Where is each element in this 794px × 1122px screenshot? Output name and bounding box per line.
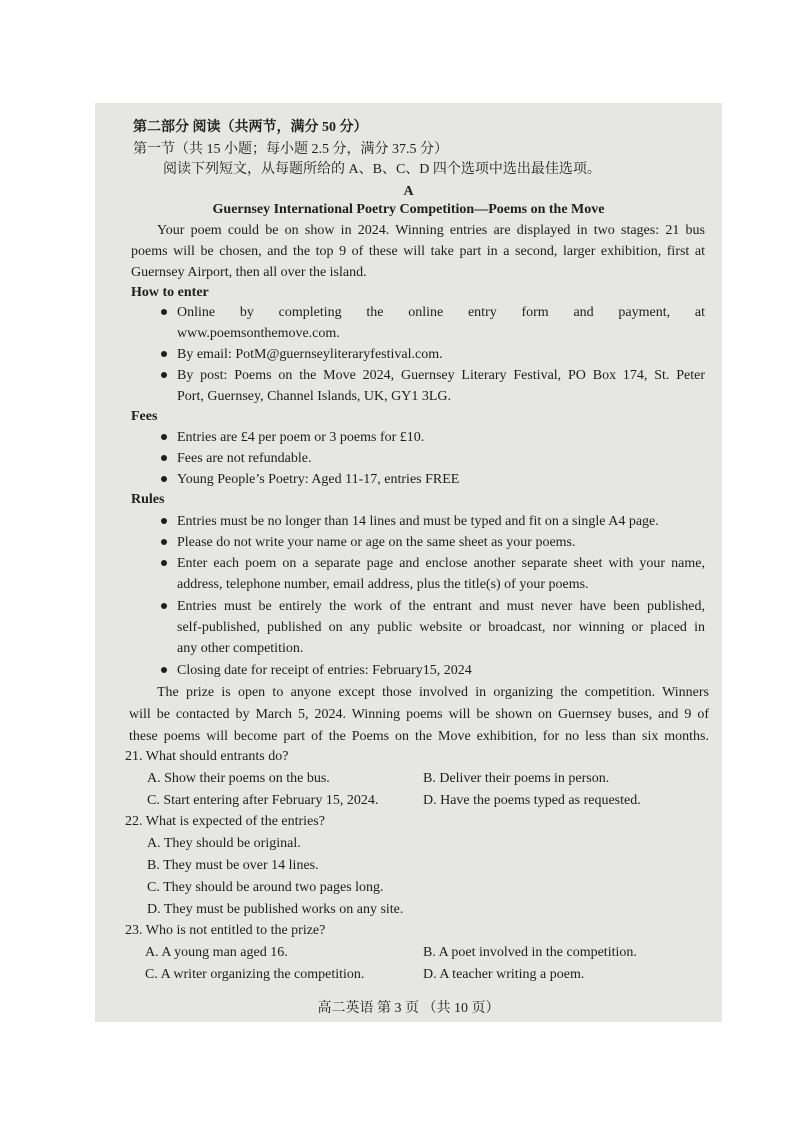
bullet-icon [161,309,167,315]
rules-item-line: Closing date for receipt of entries: February15, 2024 [177,663,472,678]
bullet-icon [161,476,167,482]
question-option: A. A young man aged 16. [145,945,288,960]
page-footer: 高二英语 第 3 页 （共 10 页） [317,1001,500,1016]
instructions: 阅读下列短文，从每题所给的 A、B、C、D 四个选项中选出最佳选项。 [163,162,601,177]
rules-item-line: Please do not write your name or age on the same sheet as your poems. [177,535,576,550]
fees-heading: Fees [131,409,158,424]
bullet-icon [161,560,167,566]
exam-page [95,103,722,1022]
question-option: B. They must be over 14 lines. [147,858,319,873]
question-option: D. Have the poems typed as requested. [423,793,641,808]
question-option: D. A teacher writing a poem. [423,967,585,982]
intro-line: poems will be chosen, and the top 9 of these will take part in a second, larger exhibition, first at [131,244,705,259]
rules-item-line: address, telephone number, email address, plus the title(s) of your poems. [177,577,589,592]
how-item-line: Port, Guernsey, Channel Islands, UK, GY1 3LG. [177,389,451,404]
question-option: C. A writer organizing the competition. [145,967,365,982]
closing-line: will be contacted by March 5, 2024. Winning poems will be shown on Guernsey buses, and 9 of [129,707,709,722]
question-stem: 23. Who is not entitled to the prize? [125,923,326,938]
fees-item: Entries are £4 per poem or 3 poems for £10. [177,430,425,445]
question-option: C. They should be around two pages long. [147,880,384,895]
question-option: D. They must be published works on any site. [147,902,404,917]
bullet-icon [161,667,167,673]
closing-line: The prize is open to anyone except those involved in organizing the competition. Winners [157,685,709,700]
rules-item-line: Entries must be no longer than 14 lines and must be typed and fit on a single A4 page. [177,514,659,529]
bullet-icon [161,372,167,378]
bullet-icon [161,603,167,609]
fees-item: Young People’s Poetry: Aged 11-17, entries FREE [177,472,460,487]
question-stem: 21. What should entrants do? [125,749,289,764]
rules-item-line: Entries must be entirely the work of the entrant and must never have been published, [177,599,705,614]
question-option: B. A poet involved in the competition. [423,945,637,960]
rules-item-line: Enter each poem on a separate page and enclose another separate sheet with your name, [177,556,705,571]
intro-line: Your poem could be on show in 2024. Winning entries are displayed in two stages: 21 bus [157,223,705,238]
bullet-icon [161,351,167,357]
how-to-enter-heading: How to enter [131,285,209,300]
intro-line: Guernsey Airport, then all over the island. [131,265,367,280]
rules-heading: Rules [131,492,165,507]
closing-line: these poems will become part of the Poems on the Move exhibition, for no less than six months. [129,729,709,744]
question-option: A. Show their poems on the bus. [147,771,330,786]
how-item-line: By email: PotM@guernseyliteraryfestival.com. [177,347,443,362]
rules-item-line: any other competition. [177,641,304,656]
how-item-line: Online by completing the online entry form and payment, at [177,305,705,320]
bullet-icon [161,434,167,440]
question-option: A. They should be original. [147,836,301,851]
rules-item-line: self-published, published on any public website or broadcast, nor winning or placed in [177,620,705,635]
question-option: C. Start entering after February 15, 2024. [147,793,379,808]
passage-label: A [403,184,414,199]
bullet-icon [161,518,167,524]
bullet-icon [161,539,167,545]
bullet-icon [161,455,167,461]
part-heading: 第二部分 阅读（共两节，满分 50 分） [133,120,368,135]
section-heading: 第一节（共 15 小题；每小题 2.5 分，满分 37.5 分） [133,142,448,157]
question-stem: 22. What is expected of the entries? [125,814,325,829]
how-item-line: www.poemsonthemove.com. [177,326,340,341]
passage-title: Guernsey International Poetry Competition—Poems on the Move [212,202,605,217]
how-item-line: By post: Poems on the Move 2024, Guernsey Literary Festival, PO Box 174, St. Peter [177,368,705,383]
fees-item: Fees are not refundable. [177,451,312,466]
question-option: B. Deliver their poems in person. [423,771,610,786]
